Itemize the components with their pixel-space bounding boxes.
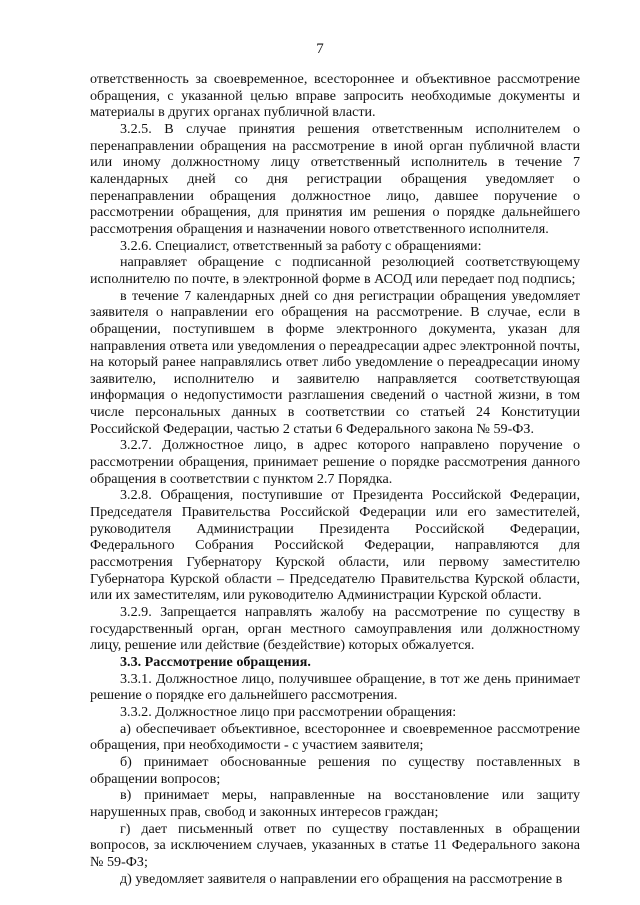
paragraph-3-2-6: 3.2.6. Специалист, ответственный за работу с обращениями: [120,237,482,254]
paragraph-3-2-6-item-1: направляет обращение с подписанной резолюцией соответствующему исполнителю по почте, в электронной форме в АСОД или передает под подпись; [90,254,580,287]
paragraph-3-3-1: 3.3.1. Должностное лицо, получившее обращение, в тот же день принимает решение о порядке его дальнейшего рассмотрения. [90,670,580,704]
list-item-d: д) уведомляет заявителя о направлении его обращения на рассмотрение в [120,870,563,887]
list-item-g: г) дает письменный ответ по существу поставленных в обращении вопросов, за исключением случаев, указанных в статье 11 Федерального закона № 59-ФЗ; [90,820,580,870]
paragraph-3-2-7: 3.2.7. Должностное лицо, в адрес которого направлено поручение о рассмотрении обращения, принимает решение о порядке рассмотрения данного обращения в соответствии с пунктом 2.7 Порядка. [90,437,580,487]
paragraph-3-2-5: 3.2.5. В случае принятия решения ответственным исполнителем о перенаправлении обращения на рассмотрение в иной орган публичной власти или иному должностному лицу ответственный исполнитель в течение 7 календарных дней со дня регистрации обращения уведомляет о перенаправлении обращения должностное лицо, давшее поручение о рассмотрении обращения, для принятия им решения о порядке дальнейшего рассмотрения обращения и назначении нового ответственного исполнителя. [90,120,580,237]
list-item-b: б) принимает обоснованные решения по существу поставленных в обращении вопросов; [90,753,580,787]
paragraph-3-2-8: 3.2.8. Обращения, поступившие от Президента Российской Федерации, Председателя Правительства Российской Федерации или его заместителей, руководителя Администрации Президента Российской Федерации, Федерального Собрания Российской Федерации, направляются для рассмотрения Губернатору Курской области, или первому заместителю Губернатора Курской области – Председателю Правительства Курской области, или их заместителям, или руководителю Администрации Курской области. [90,487,580,604]
document-body [90,71,580,887]
list-item-a: а) обеспечивает объективное, всестороннее и своевременное рассмотрение обращения, при необходимости - с участием заявителя; [90,720,580,754]
paragraph-3-2-9: 3.2.9. Запрещается направлять жалобу на рассмотрение по существу в государственный орган, орган местного самоуправления или должностному лицу, решение или действие (бездействие) которых обжалуется. [90,604,580,654]
page-number: 7 [316,41,324,57]
paragraph-3-2-6-item-2: в течение 7 календарных дней со дня регистрации обращения уведомляет заявителя о направлении его обращения на рассмотрение. В случае, если в обращении, поступившем в форме электронного документа, указан для направления ответа или уведомления о переадресации адрес электронной почты, на который ранее направлялись ответ либо уведомление о переадресации иному заявителю, исполнителю и заявителю направляется соответствующая информация о недопустимости разглашения сведений о частной жизни, в том числе персональных данных в соответствии со статьей 24 Конституции Российской Федерации, частью 2 статьи 6 Федерального закона № 59-ФЗ. [90,287,580,437]
list-item-v: в) принимает меры, направленные на восстановление или защиту нарушенных прав, свобод и законных интересов граждан; [90,787,580,820]
paragraph-3-3-2: 3.3.2. Должностное лицо при рассмотрении обращения: [120,703,457,720]
section-heading-3-3: 3.3. Рассмотрение обращения. [120,653,311,670]
paragraph-continuation: ответственность за своевременное, всестороннее и объективное рассмотрение обращения, с указанной целью вправе запросить необходимые документы и материалы в других органах публичной власти. [90,71,580,121]
